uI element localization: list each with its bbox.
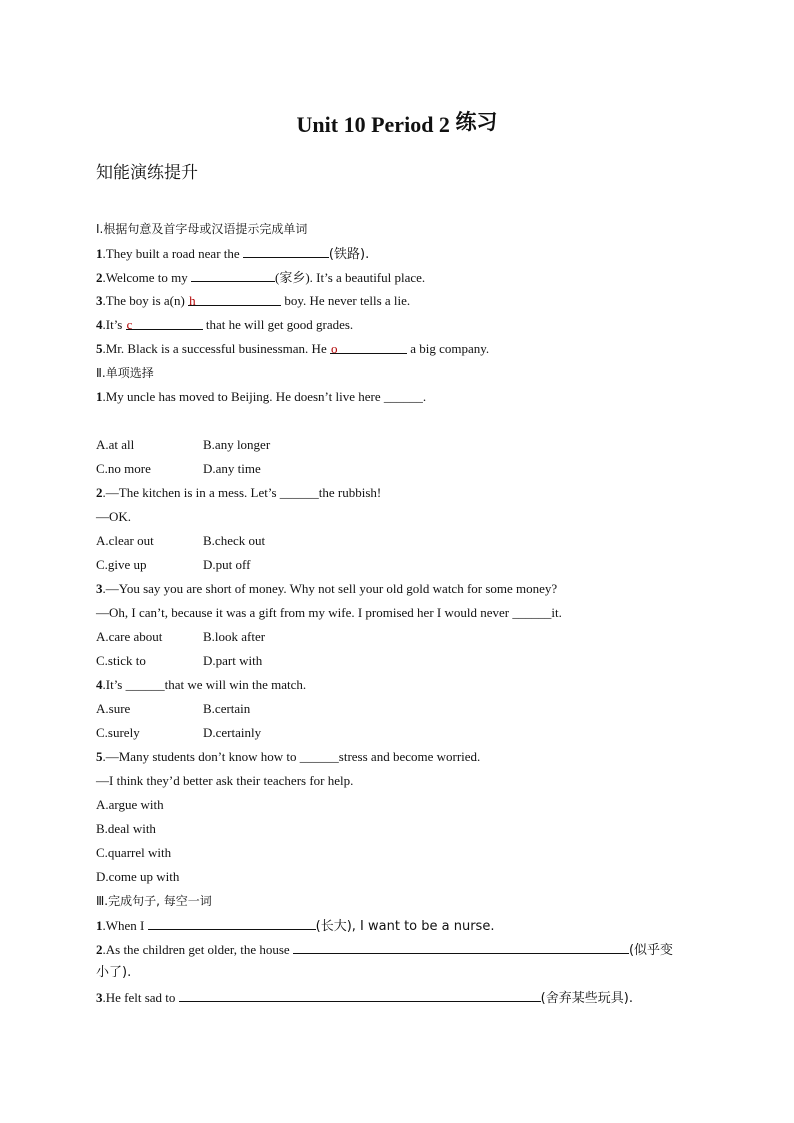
- s1-item-2: 2.Welcome to my (家乡). It’s a beautiful place.: [96, 270, 426, 285]
- section3-heading: Ⅲ.完成句子, 每空一词: [96, 894, 212, 908]
- answer-blank[interactable]: [148, 917, 316, 930]
- s2-q1-option-c[interactable]: C.no more: [96, 461, 151, 476]
- s2-q1-option-d[interactable]: D.any time: [203, 461, 261, 476]
- s1-item-1: 1.They built a road near the (铁路).: [96, 246, 370, 262]
- answer-blank[interactable]: c: [126, 317, 203, 330]
- s2-q2-reply: —OK.: [96, 509, 132, 524]
- s3-item-2: 2.As the children get older, the house (似乎变: [96, 942, 674, 958]
- s1-item-5: 5.Mr. Black is a successful businessman. He o a big company.: [96, 341, 490, 356]
- answer-blank[interactable]: o: [330, 341, 407, 354]
- s2-q3-option-d[interactable]: D.part with: [203, 653, 263, 668]
- s2-q1-option-a[interactable]: A.at all: [96, 437, 135, 452]
- s2-q3-option-c[interactable]: C.stick to: [96, 653, 146, 668]
- answer-blank[interactable]: [191, 269, 275, 282]
- title-text: Unit 10 Period 2: [296, 112, 450, 137]
- s2-q5: 5.—Many students don’t know how to ______stress and become worried.: [96, 749, 481, 764]
- s2-q2: 2.—The kitchen is in a mess. Let’s ______the rubbish!: [96, 485, 382, 500]
- section1-heading: Ⅰ.根据句意及首字母或汉语提示完成单词: [96, 222, 308, 236]
- s3-item-1: 1.When I (长大), I want to be a nurse.: [96, 918, 495, 934]
- s2-q3-option-b[interactable]: B.look after: [203, 629, 266, 644]
- s3-item-3: 3.He felt sad to (舍弃某些玩具).: [96, 990, 633, 1006]
- s2-q1-option-b[interactable]: B.any longer: [203, 437, 271, 452]
- s2-q5-option-d[interactable]: D.come up with: [96, 869, 180, 884]
- answer-blank[interactable]: h: [188, 293, 281, 306]
- answer-blank[interactable]: [243, 245, 329, 258]
- s2-q5-reply: —I think they’d better ask their teachers for help.: [96, 773, 354, 788]
- s2-q3: 3.—You say you are short of money. Why not sell your old gold watch for some money?: [96, 581, 558, 596]
- answer-blank[interactable]: [293, 941, 629, 954]
- section2-heading: Ⅱ.单项选择: [96, 366, 154, 380]
- s1-item-3: 3.The boy is a(n) h boy. He never tells a lie.: [96, 293, 411, 308]
- s2-q4-option-b[interactable]: B.certain: [203, 701, 251, 716]
- answer-blank[interactable]: [179, 989, 541, 1002]
- s2-q2-option-c[interactable]: C.give up: [96, 557, 147, 572]
- s2-q2-option-d[interactable]: D.put off: [203, 557, 251, 572]
- s2-q4-option-d[interactable]: D.certainly: [203, 725, 262, 740]
- s1-item-4: 4.It’s c that he will get good grades.: [96, 317, 354, 332]
- s3-item-2-continued: 小了).: [96, 965, 132, 980]
- s2-q3-option-a[interactable]: A.care about: [96, 629, 163, 644]
- s2-q4-option-a[interactable]: A.sure: [96, 701, 131, 716]
- s2-q4-option-c[interactable]: C.surely: [96, 725, 140, 740]
- title-cn: 练习: [455, 110, 498, 134]
- s2-q4: 4.It’s ______that we will win the match.: [96, 677, 307, 692]
- s2-q5-option-a[interactable]: A.argue with: [96, 797, 164, 812]
- s2-q2-option-b[interactable]: B.check out: [203, 533, 266, 548]
- subtitle: 知能演练提升: [96, 163, 198, 183]
- page-title: [0, 106, 794, 138]
- s2-q1: 1.My uncle has moved to Beijing. He doesn’t live here ______.: [96, 389, 427, 404]
- s2-q5-option-b[interactable]: B.deal with: [96, 821, 156, 836]
- s2-q5-option-c[interactable]: C.quarrel with: [96, 845, 172, 860]
- s2-q3-reply: —Oh, I can’t, because it was a gift from my wife. I promised her I would never ______it.: [96, 605, 562, 620]
- s2-q2-option-a[interactable]: A.clear out: [96, 533, 154, 548]
